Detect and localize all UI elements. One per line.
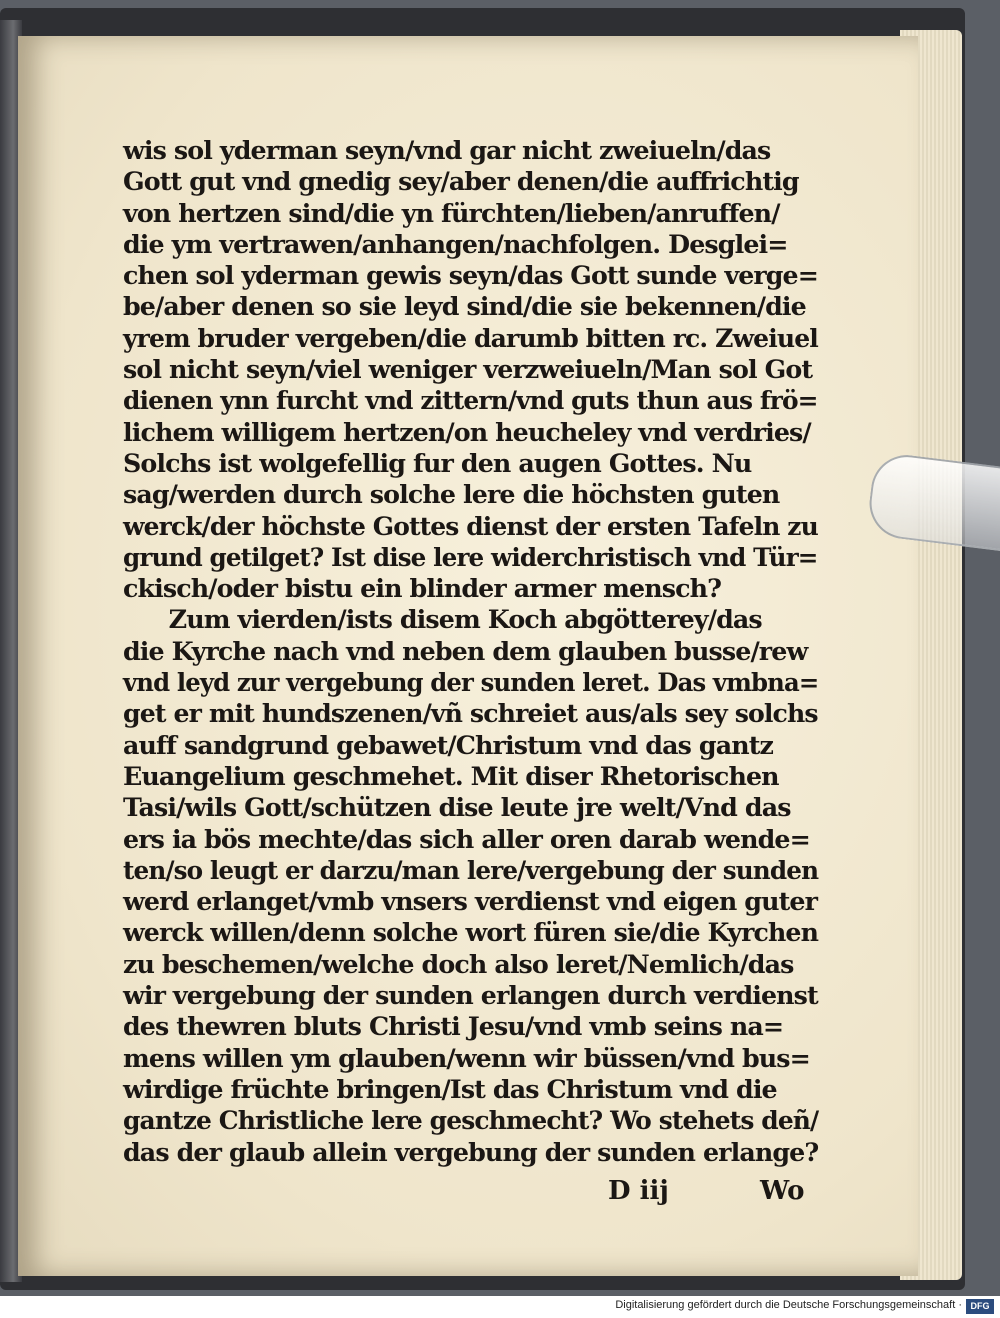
text-line: wirdige früchte bringen/Ist das Christum vnd die bbox=[123, 1074, 777, 1105]
text-line: die Kyrche nach vnd neben dem glauben busse/rew bbox=[123, 636, 808, 667]
text-line: lichem willigem hertzen/on heucheley vnd verdries/ bbox=[123, 417, 811, 448]
dfg-logo-icon: DFG bbox=[966, 1299, 994, 1314]
text-line: zu beschemen/welche doch also leret/Nemlich/das bbox=[123, 949, 794, 980]
text-line: sag/werden durch solche lere die höchsten guten bbox=[123, 480, 780, 511]
text-line: von hertzen sind/die yn fürchten/lieben/anruffen/ bbox=[123, 198, 780, 229]
page-footer bbox=[18, 1176, 1000, 1210]
text-line: gantze Christliche lere geschmecht? Wo stehets deñ/ bbox=[123, 1106, 819, 1137]
text-line: Tasi/wils Gott/schützen dise leute jre welt/Vnd das bbox=[123, 793, 791, 824]
page-text bbox=[123, 136, 823, 1169]
text-line: wir vergebung der sunden erlangen durch verdienst bbox=[123, 981, 818, 1012]
text-line: chen sol yderman gewis seyn/das Gott sunde verge= bbox=[123, 261, 818, 292]
book-page bbox=[18, 36, 918, 1276]
text-line: dienen ynn furcht vnd zittern/vnd guts thun aus frö= bbox=[123, 386, 818, 417]
text-line: wis sol yderman seyn/vnd gar nicht zweiueln/das bbox=[123, 136, 771, 166]
text-line: Solchs ist wolgefellig fur den augen Gottes. Nu bbox=[123, 448, 752, 479]
credit-bar bbox=[0, 1296, 1000, 1318]
text-line: yrem bruder vergeben/die darumb bitten rc. Zweiuel bbox=[123, 323, 818, 354]
text-line: Gott gut vnd gnedig sey/aber denen/die auffrichtig bbox=[123, 167, 799, 198]
funding-credit: Digitalisierung gefördert durch die Deutsche Forschungsgemeinschaft · bbox=[615, 1299, 962, 1311]
text-line: werd erlanget/vmb vnsers verdienst vnd eigen guter bbox=[123, 887, 818, 918]
text-line: Zum vierden/ists disem Koch abgötterey/das bbox=[168, 605, 762, 636]
text-line: sol nicht seyn/viel weniger verzweiueln/Man sol Got bbox=[123, 355, 813, 386]
text-line: die ym vertrawen/anhangen/nachfolgen. Desglei= bbox=[123, 229, 788, 260]
text-line: Euangelium geschmehet. Mit diser Rhetorischen bbox=[123, 761, 779, 792]
text-line: ers ia bös mechte/das sich aller oren darab wende= bbox=[123, 824, 810, 855]
catchword: Wo bbox=[760, 1176, 805, 1206]
text-line: be/aber denen so sie leyd sind/die sie bekennen/die bbox=[123, 292, 806, 323]
text-line: werck willen/denn solche wort füren sie/die Kyrchen bbox=[123, 918, 819, 949]
text-line: auff sandgrund gebawet/Christum vnd das gantz bbox=[123, 730, 774, 761]
text-line: ten/so leugt er darzu/man lere/vergebung der sunden bbox=[123, 855, 819, 886]
text-line: das der glaub allein vergebung der sunden erlange? bbox=[123, 1137, 819, 1168]
text-line: grund getilget? Ist dise lere widerchristisch vnd Tür= bbox=[123, 542, 818, 573]
signature-mark: D iij bbox=[608, 1176, 669, 1206]
text-line: des thewren bluts Christi Jesu/vnd vmb seins na= bbox=[123, 1012, 784, 1043]
text-line: mens willen ym glauben/wenn wir büssen/vnd bus= bbox=[123, 1043, 810, 1074]
text-line: get er mit hundszenen/vñ schreiet aus/als sey solchs bbox=[123, 699, 818, 730]
text-line: ckisch/oder bistu ein blinder armer mensch? bbox=[123, 574, 722, 605]
text-line: vnd leyd zur vergebung der sunden leret. Das vmbna= bbox=[123, 668, 819, 699]
text-line: werck/der höchste Gottes dienst der ersten Tafeln zu bbox=[123, 511, 818, 542]
